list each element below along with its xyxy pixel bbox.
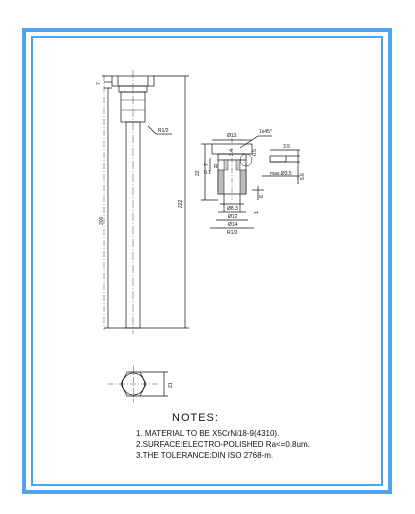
detail-7: 7 bbox=[204, 163, 210, 166]
dim-top-small: 7 bbox=[96, 82, 102, 85]
dim-length-200: 200 bbox=[99, 216, 105, 225]
hex-top-view bbox=[108, 366, 168, 402]
bottom-21: 21 bbox=[168, 382, 174, 388]
detail-3-5: 3.5 bbox=[283, 144, 290, 150]
detail-chamfer: 1x45° bbox=[259, 129, 272, 135]
detail-8: 8 bbox=[259, 195, 265, 198]
detail-1: 1 bbox=[254, 211, 260, 214]
detail-dia-12: Ø12 bbox=[228, 214, 238, 220]
detail-5-6: 5.6 bbox=[300, 173, 306, 180]
detail-dia-top: Ø13 bbox=[227, 133, 237, 139]
detail-dia-14: Ø14 bbox=[228, 222, 238, 228]
detail-0-5: 0.5 bbox=[252, 149, 258, 156]
note-line-1: 1. MATERIAL TO BE X5CrNi18-9(4310). bbox=[136, 429, 280, 438]
detail-0-1: 0.1 bbox=[204, 170, 211, 176]
notes-section bbox=[136, 412, 376, 461]
detail-3-4: 3.4 bbox=[229, 149, 235, 156]
detail-dia-8-3: Ø8.3 bbox=[227, 206, 238, 212]
thread-label-main: R1/2 bbox=[158, 128, 169, 134]
note-line-2: 2.SURFACE:ELECTRO-POLISHED Ra<=0.8um. bbox=[136, 440, 310, 449]
dim-length-222: 222 bbox=[178, 199, 184, 208]
detail-22: 22 bbox=[195, 170, 201, 176]
note-line-3: 3.THE TOLERANCE:DIN ISO 2768-m. bbox=[136, 451, 274, 460]
main-part-side-view bbox=[102, 70, 189, 334]
dimension-labels bbox=[96, 82, 306, 388]
detail-r: R bbox=[214, 164, 218, 170]
detail-thread: R1/2 bbox=[227, 230, 238, 236]
notes-title: NOTES: bbox=[172, 412, 219, 424]
detail-max-dia: max.Ø3.5 bbox=[270, 171, 292, 177]
